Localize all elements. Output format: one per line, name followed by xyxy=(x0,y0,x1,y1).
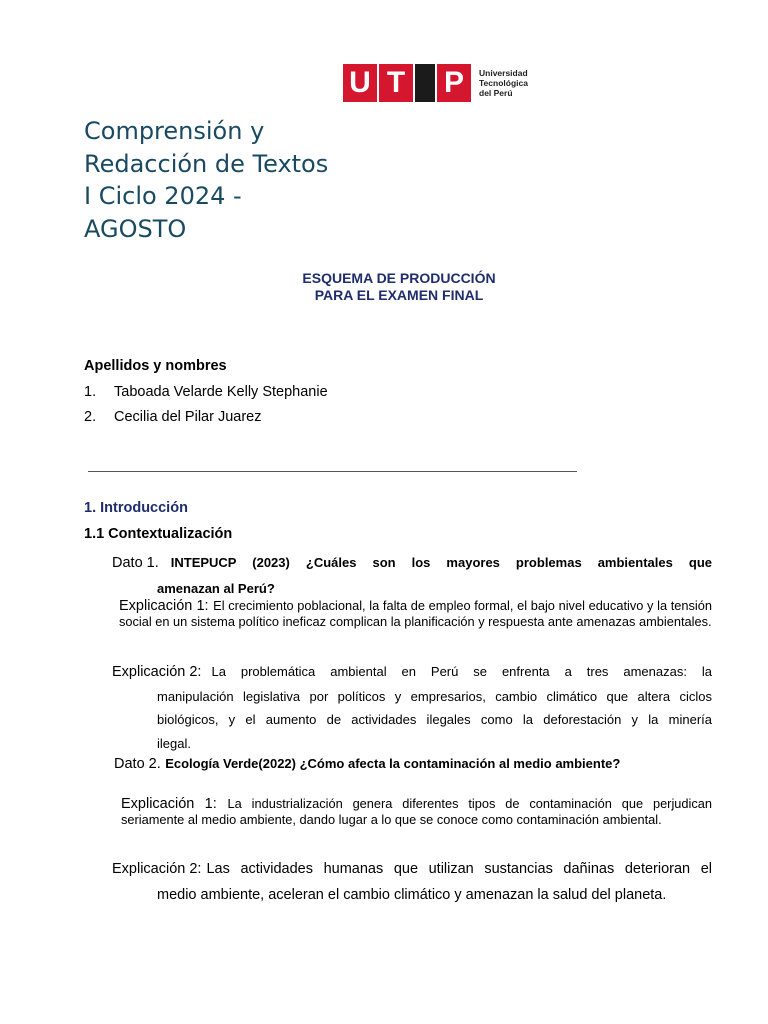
dato-1-explanation-1 xyxy=(119,598,712,630)
logo-letter-p: P xyxy=(437,64,471,102)
logo-university-name: Universidad Tecnológica del Perú xyxy=(479,68,528,98)
dato-2-exp1-label: Explicación 1: xyxy=(121,796,217,812)
subsection-heading: 1.1 Contextualización xyxy=(84,526,233,542)
dato-2-question: Ecología Verde(2022) ¿Cómo afecta la contaminación al medio ambiente? xyxy=(165,756,621,771)
authors-label: Apellidos y nombres xyxy=(84,358,227,374)
dato-2-explanation-2: Explicación 2: Las actividades humanas que utilizan sustancias dañinas deterioran el medio ambiente, aceleran el cambio climático y amenazan la salud del planeta. xyxy=(112,856,712,908)
document-title: Comprensión y Redacción de Textos I Ciclo 2024 - AGOSTO xyxy=(84,117,329,243)
dato-2-exp2-label: Explicación 2: xyxy=(112,861,202,877)
logo-letter-t: T xyxy=(379,64,413,102)
dato-1-question: INTEPUCP (2023) ¿Cuáles son los mayores problemas ambientales que xyxy=(170,555,712,570)
utp-logo xyxy=(343,64,528,102)
section-heading: 1. Introducción xyxy=(84,500,188,516)
author-item: 2. Cecilia del Pilar Juarez xyxy=(84,409,262,425)
dato-1-prefix: Dato 1. xyxy=(112,555,159,571)
dato-1-explanation-2: Explicación 2: La problemática ambiental en Perú se enfrenta a tres amenazas: la manipulación legislativa por políticos y empresarios, cambio climático que altera ciclos biológicos, y el aumento de actividades ilegales como la deforestación y la minería ilegal. xyxy=(112,660,712,755)
dato-1-question-cont: amenazan al Perú? xyxy=(157,581,275,596)
divider-line xyxy=(88,471,577,472)
dato-2-exp1-text: La industrialización genera diferentes tipos de contaminación que perjudican seriamente al medio ambiente, dando lugar a lo que se conoce como contaminación ambiental. xyxy=(121,796,712,827)
logo-letter-u: U xyxy=(343,64,377,102)
dato-2 xyxy=(114,755,714,773)
dato-1 xyxy=(112,550,712,601)
dato-1-exp1-label: Explicación 1: xyxy=(119,598,209,614)
dato-1-exp1-text: El crecimiento poblacional, la falta de empleo formal, el bajo nivel educativo y la tensión social en un sistema político ineficaz complican la planificación y respuesta ante amenazas ambientales. xyxy=(119,598,712,629)
logo-dark-block xyxy=(415,64,435,102)
document-subtitle: ESQUEMA DE PRODUCCIÓN PARA EL EXAMEN FINAL xyxy=(302,270,496,303)
dato-1-exp2-label: Explicación 2: xyxy=(112,664,202,680)
dato-2-prefix: Dato 2. xyxy=(114,756,161,772)
author-item: 1. Taboada Velarde Kelly Stephanie xyxy=(84,384,328,400)
dato-2-explanation-1 xyxy=(121,796,712,828)
